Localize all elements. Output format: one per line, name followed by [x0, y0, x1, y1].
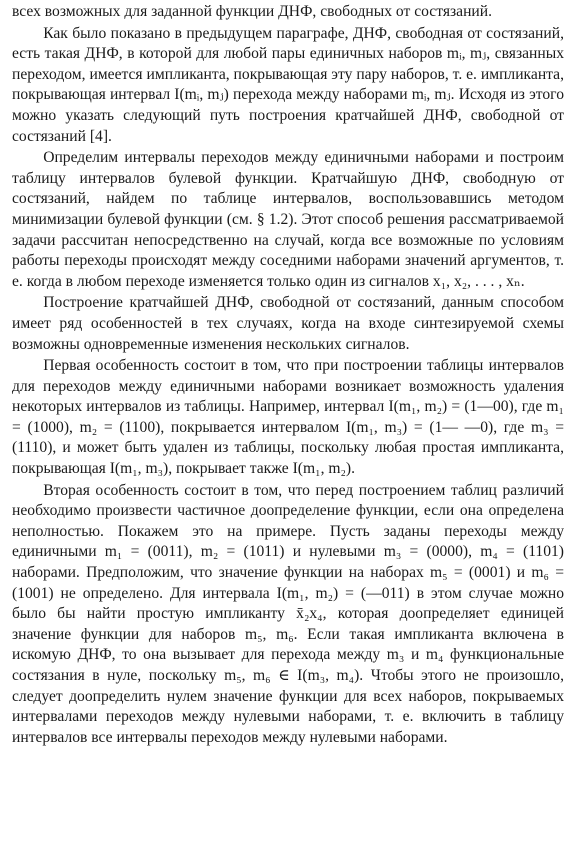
paragraph-2: Как было показано в предыдущем параграфе, ДНФ, свободная от состязаний, есть такая ДНФ, в которой для любой пары единичных наборов mᵢ, mⱼ, связанных переходом, имеется импликанта, покрывающая эту пару наборов, т. е. импликанта, покрывающая интервал I(mᵢ, mⱼ) перехода между наборами mᵢ, mⱼ. Исходя из этого можно указать следующий путь построения кратчайшей ДНФ, свободной от состязаний [4]. — [12, 24, 564, 145]
paragraph-6: Вторая особенность состоит в том, что перед построением таблиц различий необходимо произвести частичное доопределение функции, если она определена неполностью. Покажем это на примере. Пусть заданы переходы между единичными m₁ = (0011), m₂ = (1011) и нулевыми m₃ = (0000), m₄ = (1101) наборами. Предположим, что значение функции на наборах m₅ = (0001) и m₆ = (1001) не определено. Для интервала I(m₁, m₂) = (—011) в этом случае можно было бы найти простую импликанту x̄₂x₄, которая доопределяет единицей значение функции для наборов m₅, m₆. Если такая импликанта включена в искомую ДНФ, то она вызывает для перехода между m₃ и m₄ функциональные состязания в нуле, поскольку m₅, m₆ ∈ I(m₃, m₄). Чтобы этого не произошло, следует доопределить нулем значение функции для всех наборов, покрываемых интервалами переходов между нулевыми наборами, т. е. включить в таблицу интервалов все интервалы переходов между нулевыми наборами. — [12, 481, 564, 746]
paragraph-4: Построение кратчайшей ДНФ, свободной от состязаний, данным способом имеет ряд особенностей в тех случаях, когда на входе синтезируемой схемы возможны одновременные изменения нескольких сигналов. — [12, 294, 564, 353]
paragraph-1: всех возможных для заданной функции ДНФ, свободных от состязаний. — [12, 3, 493, 20]
document-page — [12, 2, 564, 748]
paragraph-3: Определим интервалы переходов между единичными наборами и построим таблицу интервалов булевой функции. Кратчайшую ДНФ, свободную от состязаний, найдем по таблице интервалов, воспользовавшись методом минимизации булевой функции (см. § 1.2). Этот способ решения рассматриваемой задачи рассчитан непосредственно на случай, когда все возможные по условиям работы переходы происходят между соседними наборами значений аргументов, т. е. когда в любом переходе изменяется только один из сигналов x₁, x₂, . . . , xₙ. — [12, 149, 564, 290]
paragraph-5: Первая особенность состоит в том, что при построении таблицы интервалов для переходов между единичными наборами возникает возможность удаления некоторых интервалов из таблицы. Например, интервал I(m₁, m₂) = (1—00), где m₁ = (1000), m₂ = (1100), покрывается интервалом I(m₁, m₃) = (1— —0), где m₃ = (1110), и может быть удален из таблицы, поскольку любая простая импликанта, покрывающая I(m₁, m₃), покрывает также I(m₁, m₂). — [12, 357, 564, 478]
